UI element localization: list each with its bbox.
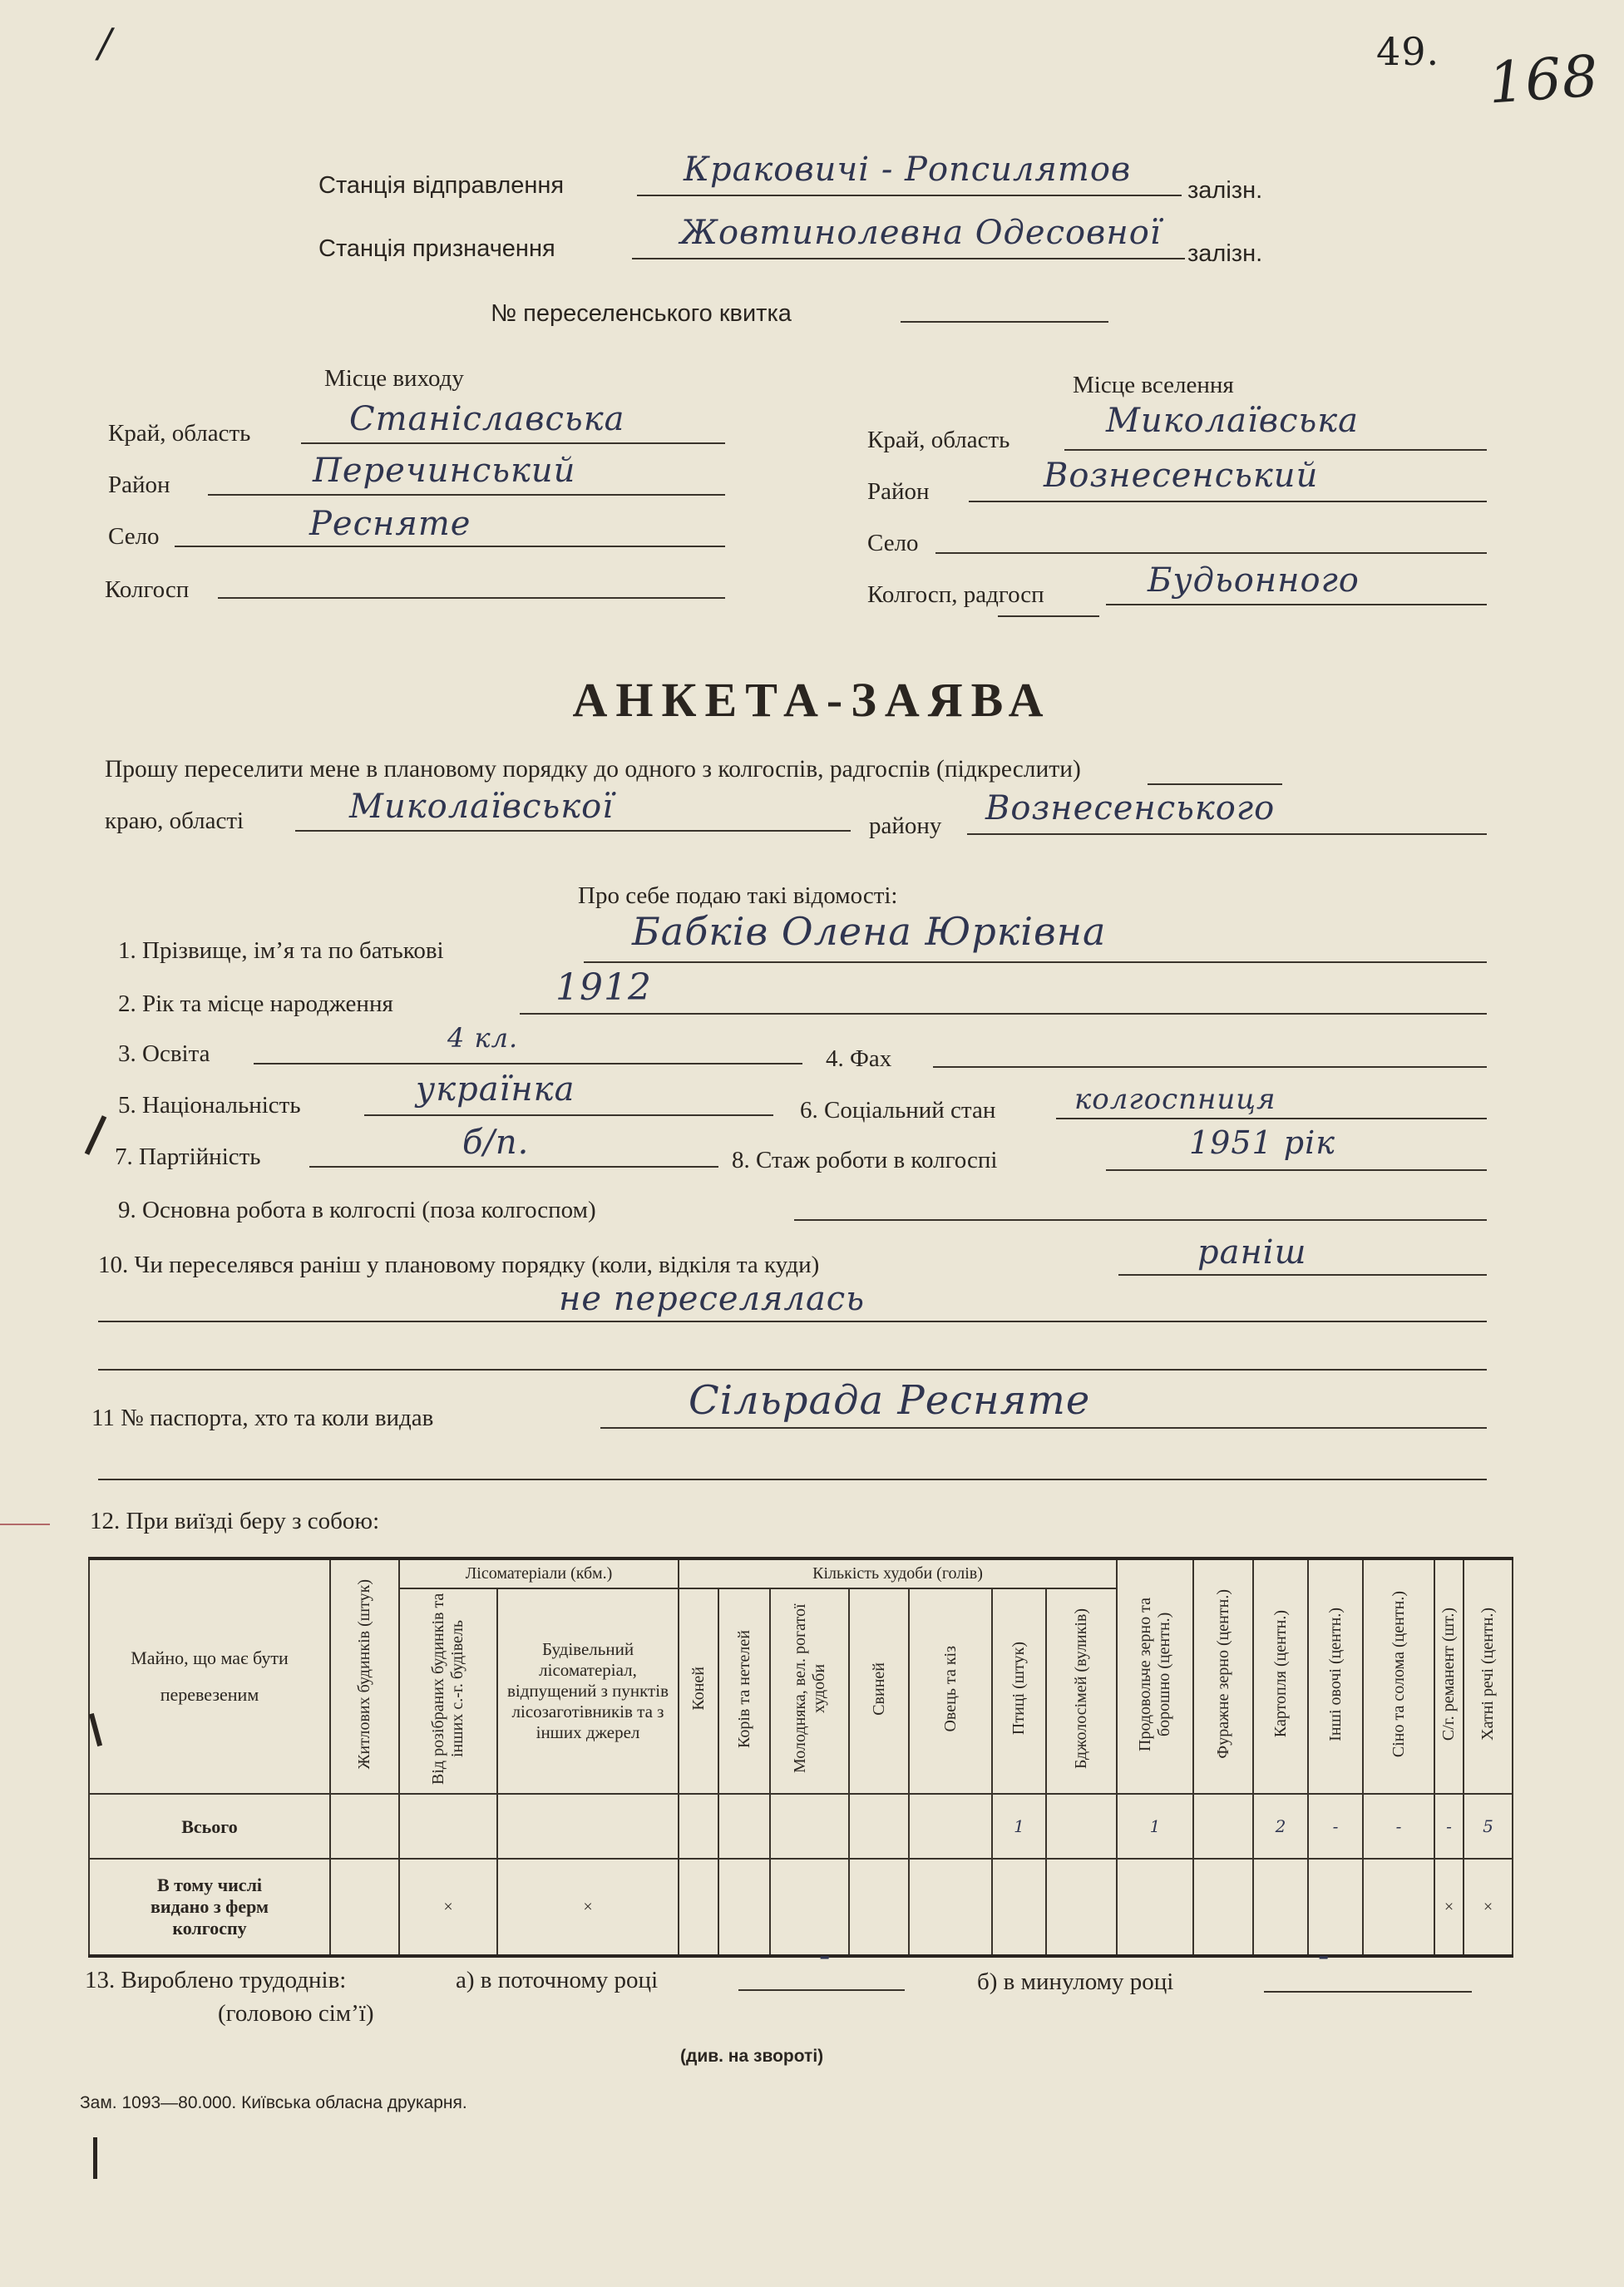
- f11-line: [600, 1427, 1487, 1429]
- f7-value: б/п.: [462, 1124, 530, 1162]
- origin-village-value: Ресняте: [309, 505, 471, 543]
- ticket-line: [901, 321, 1108, 323]
- request-region-label: краю, області: [105, 808, 244, 834]
- col-sheep: Овець та кіз: [909, 1588, 992, 1794]
- f5-label: 5. Національність: [118, 1092, 301, 1119]
- f11-line-2: [98, 1479, 1487, 1480]
- table-row-total: [89, 1794, 1513, 1859]
- ink-mark: [85, 1115, 107, 1155]
- destination-heading: Місце вселення: [1073, 372, 1234, 398]
- printer-note: Зам. 1093—80.000. Київська обласна друкарня.: [80, 2093, 467, 2112]
- f13-label: 13. Вироблено трудоднів:: [85, 1967, 347, 1993]
- station-depart-line: [637, 195, 1182, 196]
- col-cows: Корів та нетелей: [718, 1588, 770, 1794]
- f6-label: 6. Соціальний стан: [800, 1097, 996, 1124]
- f11-value: Сільрада Ресняте: [689, 1377, 1091, 1424]
- f8-label: 8. Стаж роботи в колгоспі: [732, 1147, 998, 1173]
- col-vegetables: Інші овочі (центн.): [1308, 1558, 1363, 1794]
- f10-label: 10. Чи переселявся раніш у плановому порядку (коли, відкіля та куди): [98, 1252, 820, 1278]
- f2-label: 2. Рік та місце народження: [118, 990, 393, 1017]
- f6-value: колгоспниця: [1074, 1083, 1276, 1116]
- origin-region-line: [301, 442, 725, 444]
- margin-tick: [0, 1524, 50, 1525]
- row-total-label: Всього: [89, 1794, 330, 1859]
- f13-a-value: -: [819, 1937, 832, 1975]
- radhosp-underline: [998, 615, 1099, 617]
- ink-mark-3: [93, 2137, 97, 2179]
- dest-region-value: Миколаївська: [1106, 402, 1359, 440]
- col-fodder: Фуражне зерно (центн.): [1193, 1558, 1253, 1794]
- f5-value: українка: [416, 1070, 575, 1109]
- total-potato: 2: [1253, 1794, 1308, 1859]
- dest-district-label: Район: [867, 478, 930, 505]
- f9-label: 9. Основна робота в колгоспі (поза колгоспом): [118, 1197, 596, 1223]
- f13-b-label: б) в минулому році: [977, 1968, 1174, 1995]
- col-houses: Житлових будинків (штук): [330, 1558, 399, 1794]
- f4-label: 4. Фах: [826, 1045, 892, 1072]
- station-depart-value: Краковичі - Ропсилятов: [684, 151, 1132, 189]
- row-farm-label: В тому числі видано з ферм колгоспу: [89, 1859, 330, 1956]
- f7-label: 7. Партійність: [115, 1144, 261, 1170]
- origin-village-line: [175, 546, 725, 547]
- total-tools: -: [1434, 1794, 1464, 1859]
- dest-kolhosp-value: Будьонного: [1148, 561, 1360, 600]
- radhosp-request-underline: [1148, 783, 1282, 785]
- f5-line: [364, 1114, 773, 1116]
- farm-household: ×: [1464, 1859, 1513, 1956]
- f9-line: [794, 1219, 1487, 1221]
- origin-region-label: Край, область: [108, 420, 251, 447]
- table-row-farm: [89, 1859, 1513, 1956]
- f12-label: 12. При виїзді беру з собою:: [90, 1508, 380, 1534]
- col-property: Майно, що має бути перевезеним: [89, 1558, 330, 1794]
- origin-kolhosp-line: [218, 597, 725, 599]
- f13-a-line: [738, 1989, 905, 1991]
- f2-line: [520, 1013, 1487, 1015]
- origin-district-value: Перечинський: [313, 452, 576, 490]
- farm-tools: ×: [1434, 1859, 1464, 1956]
- f10-value-a: раніш: [1197, 1233, 1307, 1272]
- total-food-grain: 1: [1117, 1794, 1193, 1859]
- dest-village-line: [935, 552, 1487, 554]
- form-title: АНКЕТА-ЗАЯВА: [572, 673, 1052, 727]
- origin-heading: Місце виходу: [324, 365, 464, 392]
- farm-timber-dismantled: ×: [399, 1859, 497, 1956]
- dest-district-line: [969, 501, 1487, 502]
- f10-line-3: [98, 1369, 1487, 1371]
- total-vegetables: -: [1308, 1794, 1363, 1859]
- station-depart-suffix: залізн.: [1187, 177, 1263, 204]
- f10-line-1: [1118, 1274, 1487, 1276]
- dest-kolhosp-line: [1106, 604, 1487, 605]
- sheet-number: 49.: [1376, 29, 1440, 74]
- f3-label: 3. Освіта: [118, 1040, 210, 1067]
- f6-line: [1056, 1118, 1487, 1119]
- ticket-label: № переселенського квитка: [491, 300, 792, 327]
- f1-label: 1. Прізвище, ім’я та по батькові: [118, 937, 444, 964]
- request-line1: Прошу переселити мене в плановому порядку до одного з колгоспів, радгоспів (підкреслити): [105, 756, 1081, 783]
- dest-district-value: Вознесенський: [1044, 457, 1319, 495]
- col-young: Молодняка, вел. рогатої худоби: [770, 1588, 849, 1794]
- request-district-label: району: [869, 813, 942, 839]
- col-timber-dismantled: Від розібраних будинків та інших с.-г. будівель: [399, 1588, 497, 1794]
- col-household: Хатні речі (центн.): [1464, 1558, 1513, 1794]
- belongings-table: [88, 1557, 1513, 1958]
- origin-kolhosp-label: Колгосп: [105, 576, 190, 603]
- f13-b-value: -: [1318, 1937, 1330, 1975]
- f4-line: [933, 1066, 1487, 1068]
- dest-region-label: Край, область: [867, 427, 1010, 453]
- about-self: Про себе подаю такі відомості:: [578, 882, 898, 909]
- f1-line: [584, 961, 1487, 963]
- col-pigs: Свиней: [849, 1588, 909, 1794]
- col-food-grain: Продовольче зерно та борошно (центн.): [1117, 1558, 1193, 1794]
- col-hay: Сіно та солома (центн.): [1363, 1558, 1434, 1794]
- origin-village-label: Село: [108, 523, 160, 550]
- margin-mark: /: [98, 20, 113, 67]
- station-dest-value: Жовтинолевна Одесовної: [680, 214, 1162, 252]
- f11-label: 11 № паспорта, хто та коли видав: [91, 1405, 434, 1431]
- station-dest-suffix: залізн.: [1187, 240, 1263, 267]
- f3-line: [254, 1063, 802, 1064]
- f3-value: 4 кл.: [447, 1022, 519, 1054]
- request-district-value: Вознесенського: [985, 789, 1276, 827]
- dest-kolhosp-label: Колгосп, радгосп: [867, 581, 1044, 608]
- origin-region-value: Станіславська: [349, 400, 625, 438]
- f10-value-b: не переселялась: [559, 1280, 865, 1318]
- f13-note: (головою сім’ї): [218, 2000, 374, 2027]
- station-dest-label: Станція призначення: [318, 235, 555, 262]
- total-household: 5: [1464, 1794, 1513, 1859]
- f7-line: [309, 1166, 718, 1168]
- see-back: (див. на звороті): [680, 2047, 824, 2066]
- archive-number: 168: [1486, 43, 1602, 117]
- f2-value: 1912: [555, 966, 652, 1009]
- request-district-line: [967, 833, 1487, 835]
- origin-district-line: [208, 494, 725, 496]
- f13-b-line: [1264, 1991, 1472, 1993]
- col-timber-building: Будівельний лісоматеріал, відпущений з пунктів лісозаготівників та з інших джерел: [497, 1588, 679, 1794]
- f13-a-label: а) в поточному році: [456, 1967, 659, 1993]
- station-dest-line: [632, 258, 1185, 259]
- station-depart-label: Станція відправлення: [318, 172, 565, 199]
- col-horses: Коней: [679, 1588, 718, 1794]
- col-potato: Картопля (центн.): [1253, 1558, 1308, 1794]
- request-region-value: Миколаївської: [349, 788, 615, 826]
- farm-timber-building: ×: [497, 1859, 679, 1956]
- total-poultry: 1: [992, 1794, 1046, 1859]
- total-hay: -: [1363, 1794, 1434, 1859]
- f8-line: [1106, 1169, 1487, 1171]
- col-poultry: Птиці (штук): [992, 1588, 1046, 1794]
- f1-value: Бабків Олена Юрківна: [632, 909, 1107, 954]
- dest-region-line: [1064, 449, 1487, 451]
- dest-village-label: Село: [867, 530, 919, 556]
- request-region-line: [295, 830, 851, 832]
- origin-district-label: Район: [108, 472, 170, 498]
- group-timber: Лісоматеріали (кбм.): [399, 1558, 679, 1588]
- col-tools: С/г. реманент (шт.): [1434, 1558, 1464, 1794]
- f8-value: 1951 рік: [1189, 1124, 1335, 1161]
- f10-line-2: [98, 1321, 1487, 1322]
- group-livestock: Кількість худоби (голів): [679, 1558, 1117, 1588]
- col-bees: Бджолосімей (вуликів): [1046, 1588, 1117, 1794]
